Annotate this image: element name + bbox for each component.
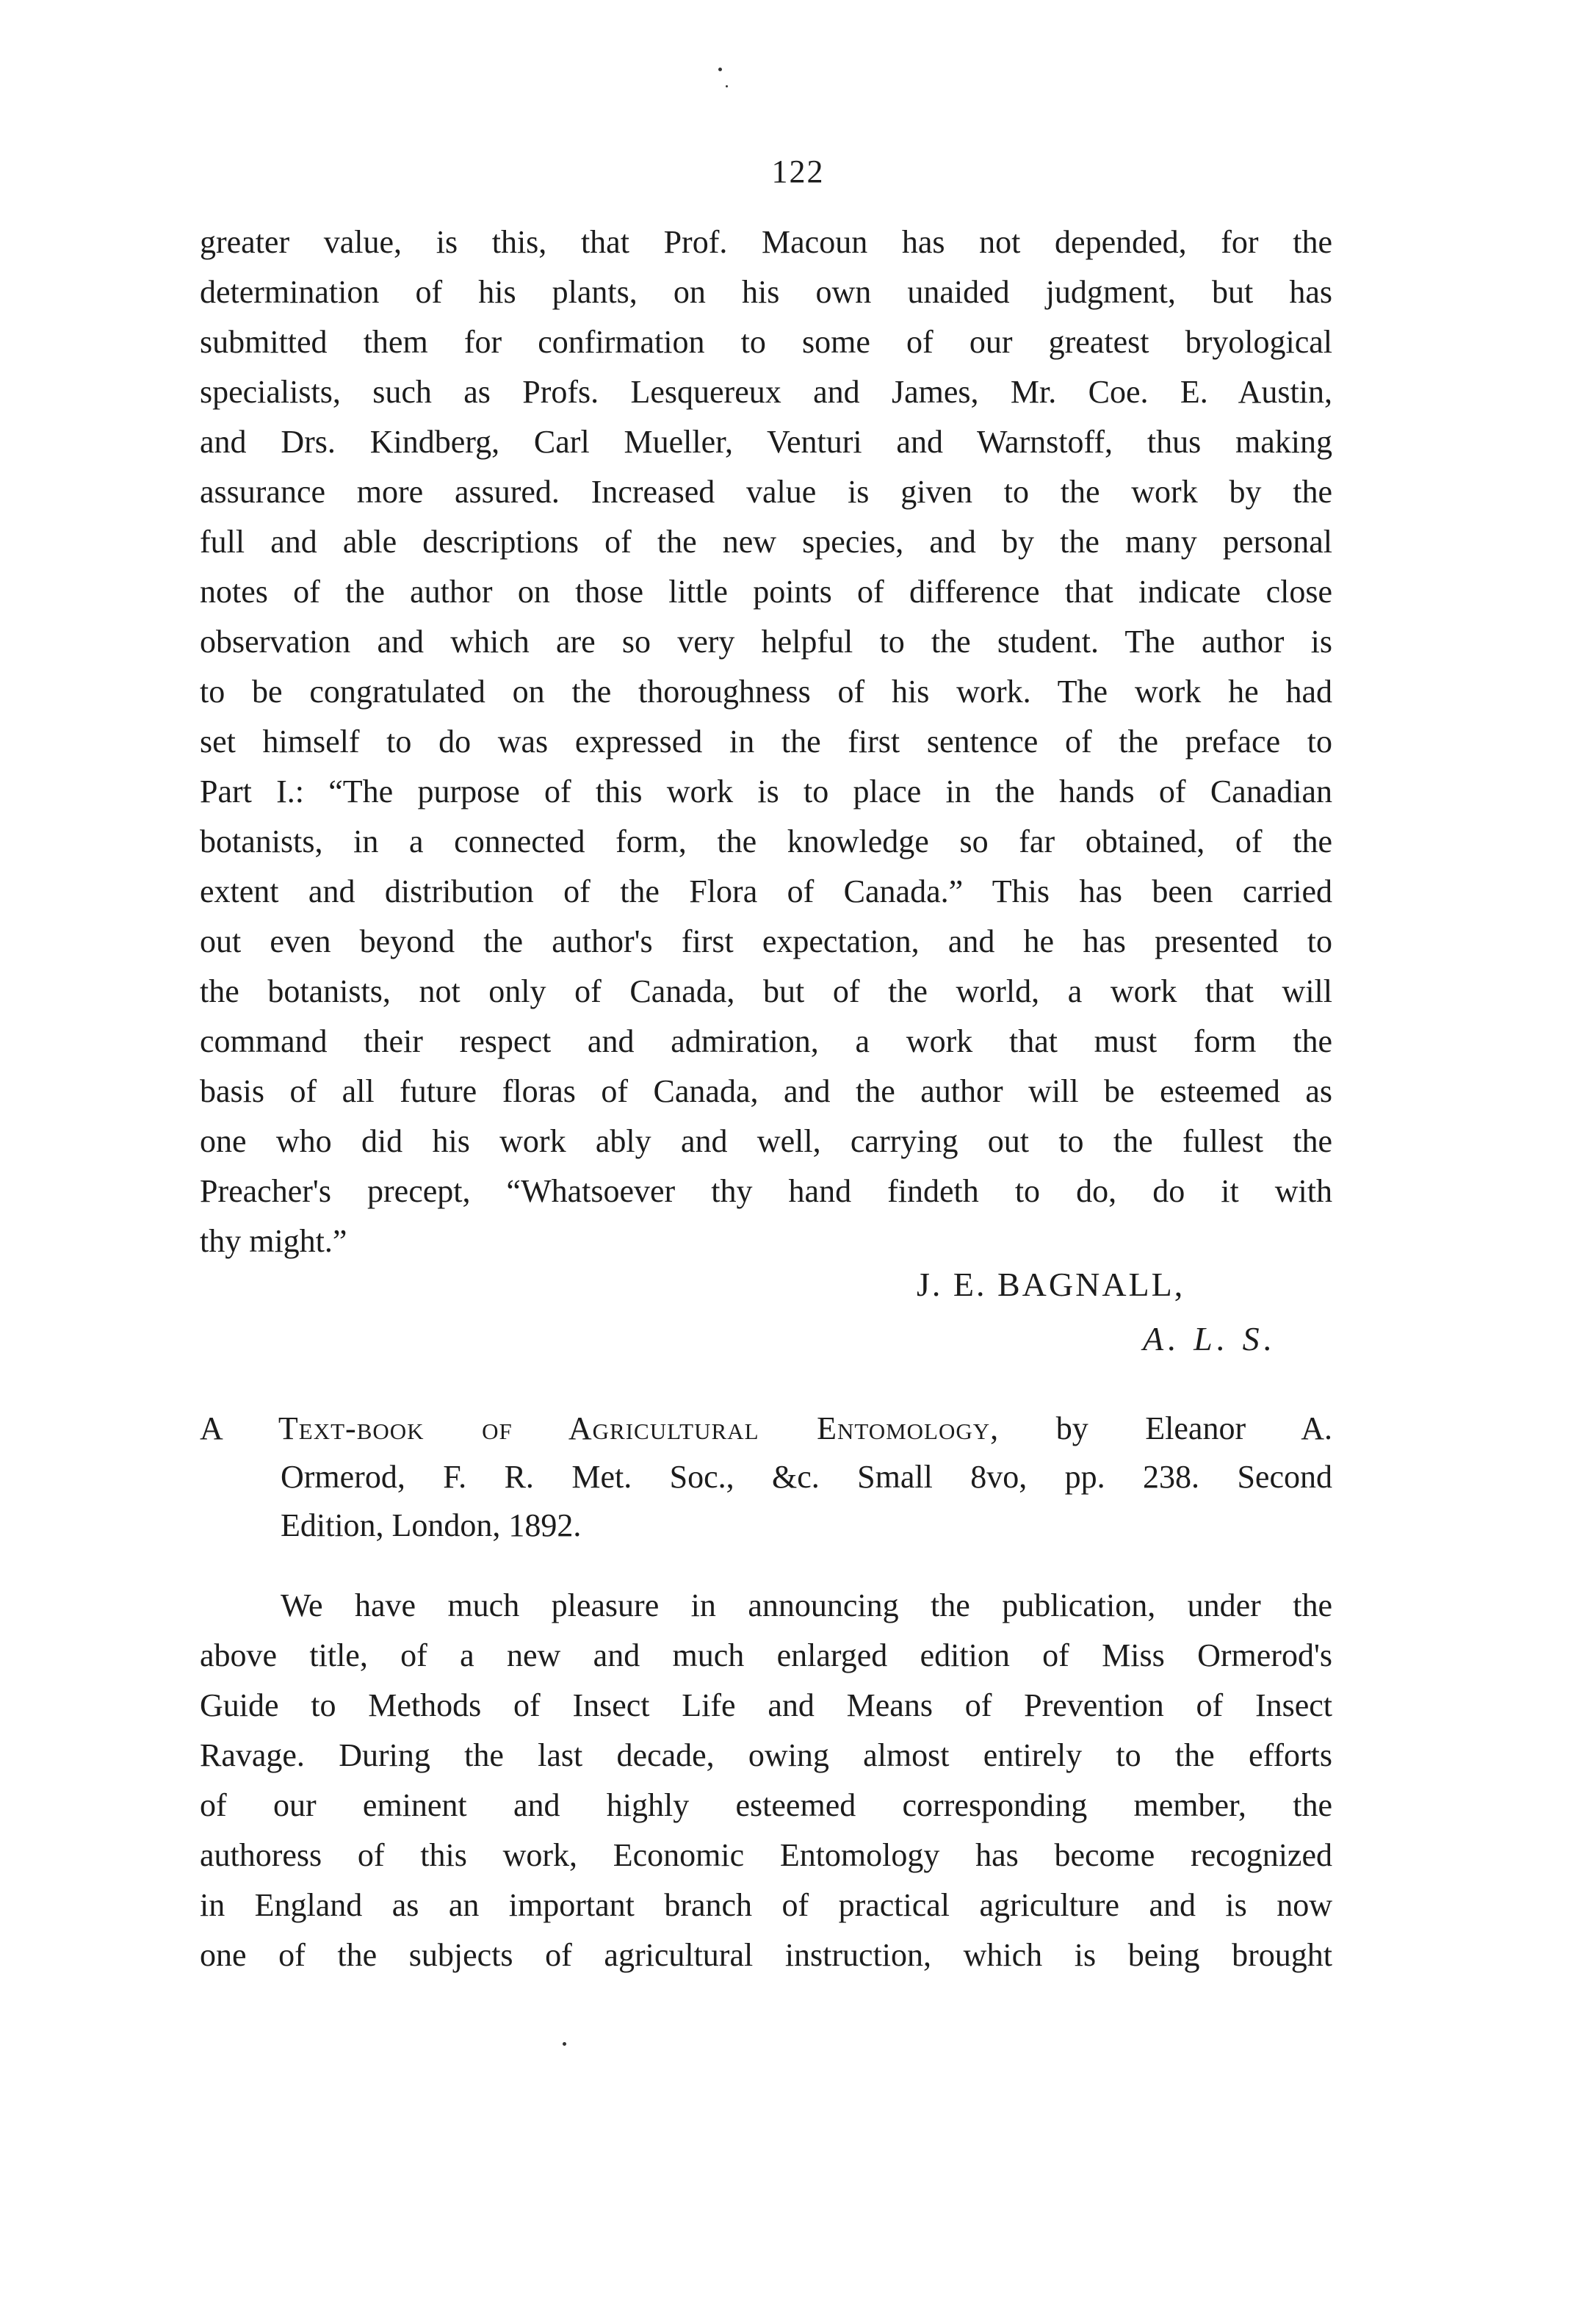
text-line: authoress of this work, Economic Entomology has become recognized <box>200 1837 1332 1873</box>
text-line: botanists, in a connected form, the knowledge so far obtained, of the <box>200 823 1332 859</box>
page-number: 122 <box>771 154 825 190</box>
book-author: by Eleanor A. <box>1055 1410 1332 1446</box>
text-line: greater value, is this, that Prof. Macoun has not depended, for the <box>200 224 1332 260</box>
text-line: extent and distribution of the Flora of Canada.” This has been carried <box>200 873 1332 909</box>
signature-title: A. L. S. <box>1143 1320 1277 1357</box>
text-line: to be congratulated on the thoroughness of his work. The work he had <box>200 674 1332 710</box>
text-line: Ravage. During the last decade, owing almost entirely to the efforts <box>200 1737 1332 1773</box>
text-line: We have much pleasure in announcing the publication, under the <box>281 1587 1332 1623</box>
text-line: observation and which are so very helpful to the student. The author is <box>200 624 1332 660</box>
text-line: command their respect and admiration, a work that must form the <box>200 1023 1332 1059</box>
book-heading <box>200 1404 1332 1550</box>
book-heading-line-1 <box>200 1404 1332 1453</box>
text-line: the botanists, not only of Canada, but of the world, a work that will <box>200 973 1332 1009</box>
scan-speck-top <box>718 68 722 71</box>
text-line: in England as an important branch of practical agriculture and is now <box>200 1887 1332 1923</box>
text-line: one of the subjects of agricultural instruction, which is being brought <box>200 1937 1332 1973</box>
text-line: determination of his plants, on his own unaided judgment, but has <box>200 274 1332 310</box>
text-line: set himself to do was expressed in the first sentence of the preface to <box>200 724 1332 760</box>
text-line: Preacher's precept, “Whatsoever thy hand findeth to do, do it with <box>200 1173 1332 1209</box>
text-line: out even beyond the author's first expectation, and he has presented to <box>200 923 1332 959</box>
text-line: Part I.: “The purpose of this work is to place in the hands of Canadian <box>200 773 1332 809</box>
book-heading-line-2: Ormerod, F. R. Met. Soc., &c. Small 8vo, pp. 238. Second <box>281 1459 1332 1495</box>
text-line: thy might.” <box>200 1223 347 1259</box>
text-line: above title, of a new and much enlarged edition of Miss Ormerod's <box>200 1637 1332 1673</box>
review-paragraph <box>200 217 1332 1266</box>
book-title: Text-book of Agricultural Entomology, <box>278 1410 1000 1446</box>
text-line: and Drs. Kindberg, Carl Mueller, Venturi and Warnstoff, thus making <box>200 424 1332 460</box>
text-line: Guide to Methods of Insect Life and Means of Prevention of Insect <box>200 1687 1332 1723</box>
scan-speck-bottom <box>563 2042 566 2046</box>
text-line: notes of the author on those little points of difference that indicate close <box>200 574 1332 610</box>
text-line: submitted them for confirmation to some of our greatest bryological <box>200 324 1332 360</box>
text-line: of our eminent and highly esteemed corresponding member, the <box>200 1787 1332 1823</box>
text-line: basis of all future floras of Canada, and the author will be esteemed as <box>200 1073 1332 1109</box>
notice-paragraph <box>200 1581 1332 1980</box>
signature-name: J. E. BAGNALL, <box>917 1266 1185 1303</box>
book-heading-line-3: Edition, London, 1892. <box>281 1507 582 1543</box>
scan-speck-top-2 <box>726 85 728 87</box>
text-line: one who did his work ably and well, carrying out to the fullest the <box>200 1123 1332 1159</box>
text-line: assurance more assured. Increased value is given to the work by the <box>200 474 1332 510</box>
text-line: specialists, such as Profs. Lesquereux and James, Mr. Coe. E. Austin, <box>200 374 1332 410</box>
book-heading-prefix: A <box>200 1410 222 1446</box>
text-line: full and able descriptions of the new species, and by the many personal <box>200 524 1332 560</box>
